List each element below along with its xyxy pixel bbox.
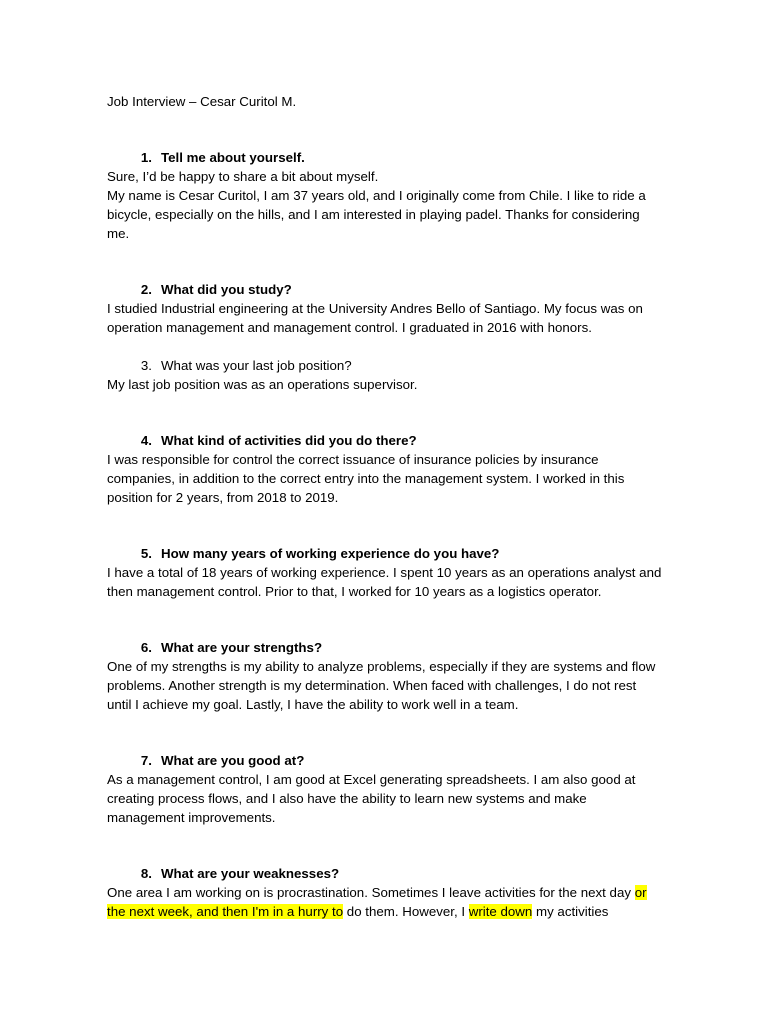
question-number: 2. (140, 282, 152, 297)
spacer (107, 394, 663, 431)
answer-paragraph: My name is Cesar Curitol, I am 37 years old, and I originally come from Chile. I like to ride a bicycle, especially on the hills, and I am interested in playing padel. Thanks for considering me. (107, 188, 646, 241)
highlighted-text: or the next week, and then I'm in a hurry to (107, 885, 647, 919)
spacer (107, 507, 663, 544)
document-title: Job Interview – Cesar Curitol M. (107, 94, 297, 109)
spacer (107, 601, 663, 638)
answer-text-segment: One area I am working on is procrastination. Sometimes I leave activities for the next day (107, 885, 635, 900)
question-7 (107, 751, 663, 770)
answer-paragraph (107, 883, 663, 921)
qa-item-3 (107, 356, 663, 394)
answer-paragraph: My last job position was as an operations supervisor. (107, 377, 418, 392)
spacer (107, 243, 663, 280)
document-body (107, 92, 663, 921)
question-3 (107, 356, 663, 375)
question-number: 5. (140, 546, 152, 561)
qa-item-1 (107, 148, 663, 243)
question-5 (107, 544, 663, 563)
question-text: What did you study? (161, 282, 292, 297)
spacer (107, 827, 663, 864)
qa-item-4 (107, 431, 663, 507)
answer-paragraph: I studied Industrial engineering at the University Andres Bello of Santiago. My focus was on operation management and management control. I graduated in 2016 with honors. (107, 301, 643, 335)
qa-item-8 (107, 864, 663, 921)
answer-paragraph: One of my strengths is my ability to analyze problems, especially if they are systems and flow problems. Another strength is my determination. When faced with challenges, I do not rest until I achieve my goal. Lastly, I have the ability to work well in a team. (107, 659, 656, 712)
answer-paragraph: I was responsible for control the correct issuance of insurance policies by insurance companies, in addition to the correct entry into the management system. I worked in this position for 2 years, from 2018 to 2019. (107, 452, 625, 505)
question-number: 7. (140, 753, 152, 768)
answer-text-segment: do them. However, I (343, 904, 469, 919)
question-2 (107, 280, 663, 299)
question-text: What are your strengths? (161, 640, 323, 655)
answer-3 (107, 375, 663, 394)
question-8 (107, 864, 663, 883)
answer-4 (107, 450, 663, 507)
qa-item-6 (107, 638, 663, 714)
highlighted-text: write down (468, 904, 533, 919)
spacer (107, 111, 663, 148)
question-text: Tell me about yourself. (161, 150, 305, 165)
question-text: What was your last job position? (161, 358, 352, 373)
qa-item-2 (107, 280, 663, 337)
question-number: 8. (140, 866, 152, 881)
question-text: What kind of activities did you do there? (161, 433, 417, 448)
question-text: What are you good at? (161, 753, 305, 768)
question-1 (107, 148, 663, 167)
question-6 (107, 638, 663, 657)
spacer (107, 337, 663, 356)
answer-2 (107, 299, 663, 337)
question-text: How many years of working experience do you have? (161, 546, 500, 561)
answer-5 (107, 563, 663, 601)
question-number: 3. (140, 358, 152, 373)
question-4 (107, 431, 663, 450)
answer-paragraph: As a management control, I am good at Excel generating spreadsheets. I am also good at creating process flows, and I also have the ability to learn new systems and make management improvements. (107, 772, 636, 825)
question-text: What are your weaknesses? (161, 866, 340, 881)
spacer (107, 714, 663, 751)
qa-item-5 (107, 544, 663, 601)
answer-paragraph: Sure, I’d be happy to share a bit about myself. (107, 169, 379, 184)
answer-7 (107, 770, 663, 827)
answer-text-segment: my activities (532, 904, 609, 919)
answer-1 (107, 167, 663, 243)
answer-paragraph: I have a total of 18 years of working experience. I spent 10 years as an operations analyst and then management control. Prior to that, I worked for 10 years as a logistics operator. (107, 565, 662, 599)
question-number: 1. (140, 150, 152, 165)
qa-item-7 (107, 751, 663, 827)
answer-8 (107, 883, 663, 921)
question-number: 4. (140, 433, 152, 448)
answer-6 (107, 657, 663, 714)
question-number: 6. (140, 640, 152, 655)
